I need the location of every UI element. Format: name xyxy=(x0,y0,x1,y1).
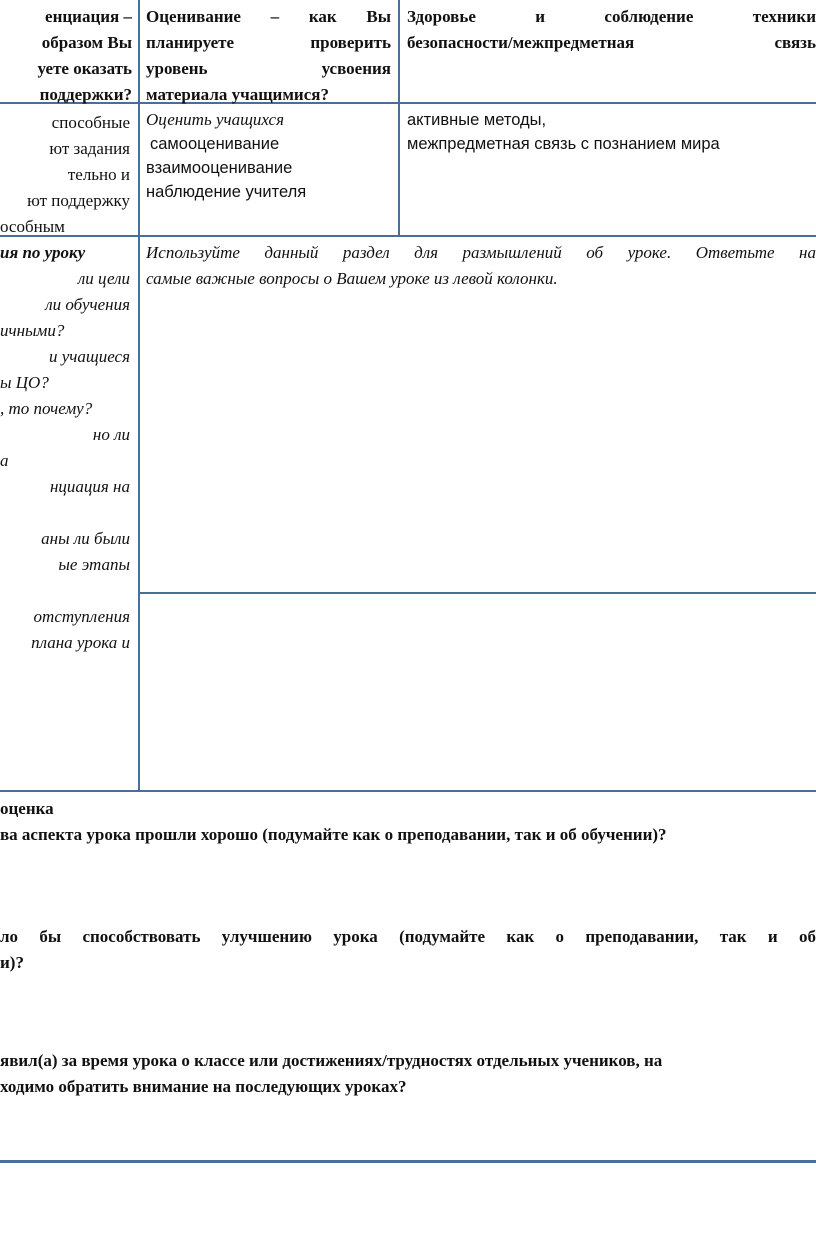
table-border-mid xyxy=(398,0,400,236)
reflection-left-line: ли цели xyxy=(77,269,130,288)
reflection-left-line xyxy=(0,578,130,604)
header-col-differentiation xyxy=(0,4,132,108)
header-col2-line: уровень усвоения xyxy=(146,59,391,78)
header-col1-line: енциация – xyxy=(45,7,132,26)
summary-answer-3[interactable] xyxy=(0,1104,816,1158)
row1-col1-line: ют поддержку xyxy=(27,191,130,210)
reflection-left-line: ы ЦО? xyxy=(0,373,49,392)
reflection-left-line xyxy=(0,500,130,526)
row-divider-4 xyxy=(0,790,816,792)
row1-col-differentiation xyxy=(0,110,130,240)
header-col2-line: планируете проверить xyxy=(146,33,391,52)
header-col2-line: Оценивание – как Вы xyxy=(146,7,391,26)
row1-col1-line: особным xyxy=(0,217,65,236)
header-col1-line: уете оказать xyxy=(37,59,132,78)
health-line: активные методы, xyxy=(407,111,547,129)
page-bottom-rule xyxy=(0,1160,816,1163)
header-col3-line: безопасности/межпредметная связь xyxy=(407,33,816,52)
header-col-assessment xyxy=(146,4,391,108)
assessment-item: наблюдение учителя xyxy=(146,183,307,201)
row1-col-health-safety xyxy=(407,108,816,156)
row1-col-assessment xyxy=(146,108,391,204)
summary-question-2-line: и)? xyxy=(0,953,24,972)
reflection-right-text xyxy=(146,240,816,292)
header-col-health-safety xyxy=(407,4,816,56)
header-col1-line: поддержки? xyxy=(39,85,132,104)
assessment-item: самооценивание xyxy=(150,135,280,153)
reflection-notes-area[interactable] xyxy=(140,594,816,790)
reflection-left-line: и учащиеся xyxy=(48,347,130,366)
reflection-instruction-line: Используйте данный раздел для размышлений об уроке. Ответьте на xyxy=(146,243,816,262)
reflection-left-line: плана урока и xyxy=(31,633,130,652)
header-col2-line: материала учащимися? xyxy=(146,85,329,104)
assessment-title: Оценить учащихся xyxy=(146,110,285,129)
summary-question-2 xyxy=(0,924,816,976)
reflection-left-line: ичными? xyxy=(0,321,65,340)
reflection-left-line: нциация на xyxy=(49,477,130,496)
reflection-left-line: но ли xyxy=(92,425,130,444)
row1-col1-line: способные xyxy=(51,113,130,132)
header-col3-line: Здоровье и соблюдение техники xyxy=(407,7,816,26)
assessment-item: взаимооценивание xyxy=(146,159,293,177)
reflection-left-line: отступления xyxy=(33,607,130,626)
row1-col1-line: ют задания xyxy=(49,139,130,158)
summary-question-2-line: ло бы способствовать улучшению урока (подумайте как о преподавании, так и об xyxy=(0,927,816,946)
reflection-left-line: ли обучения xyxy=(45,295,130,314)
reflection-left-line: а xyxy=(0,451,9,470)
summary-answer-1[interactable] xyxy=(0,850,816,920)
summary-question-3 xyxy=(0,1048,816,1100)
summary-question-3-line: ходимо обратить внимание на последующих уроках? xyxy=(0,1077,407,1096)
row1-col1-line: тельно и xyxy=(67,165,130,184)
summary-question-1: ва аспекта урока прошли хорошо (подумайте как о преподавании, так и об обучении)? xyxy=(0,825,667,844)
health-line: межпредметная связь с познанием мира xyxy=(407,135,720,153)
header-col1-line: образом Вы xyxy=(41,33,132,52)
reflection-heading: ия по уроку xyxy=(0,243,86,262)
summary-answer-2[interactable] xyxy=(0,978,816,1044)
summary-question-3-line: явил(а) за время урока о классе или достижениях/трудностях отдельных учеников, на xyxy=(0,1051,663,1070)
reflection-instruction-line: самые важные вопросы о Вашем уроке из левой колонки. xyxy=(146,269,558,288)
reflection-left-line: , то почему? xyxy=(0,399,93,418)
reflection-left-column xyxy=(0,240,130,656)
summary-heading: оценка xyxy=(0,799,54,818)
reflection-left-line: аны ли были xyxy=(41,529,130,548)
reflection-left-line: ые этапы xyxy=(58,555,130,574)
